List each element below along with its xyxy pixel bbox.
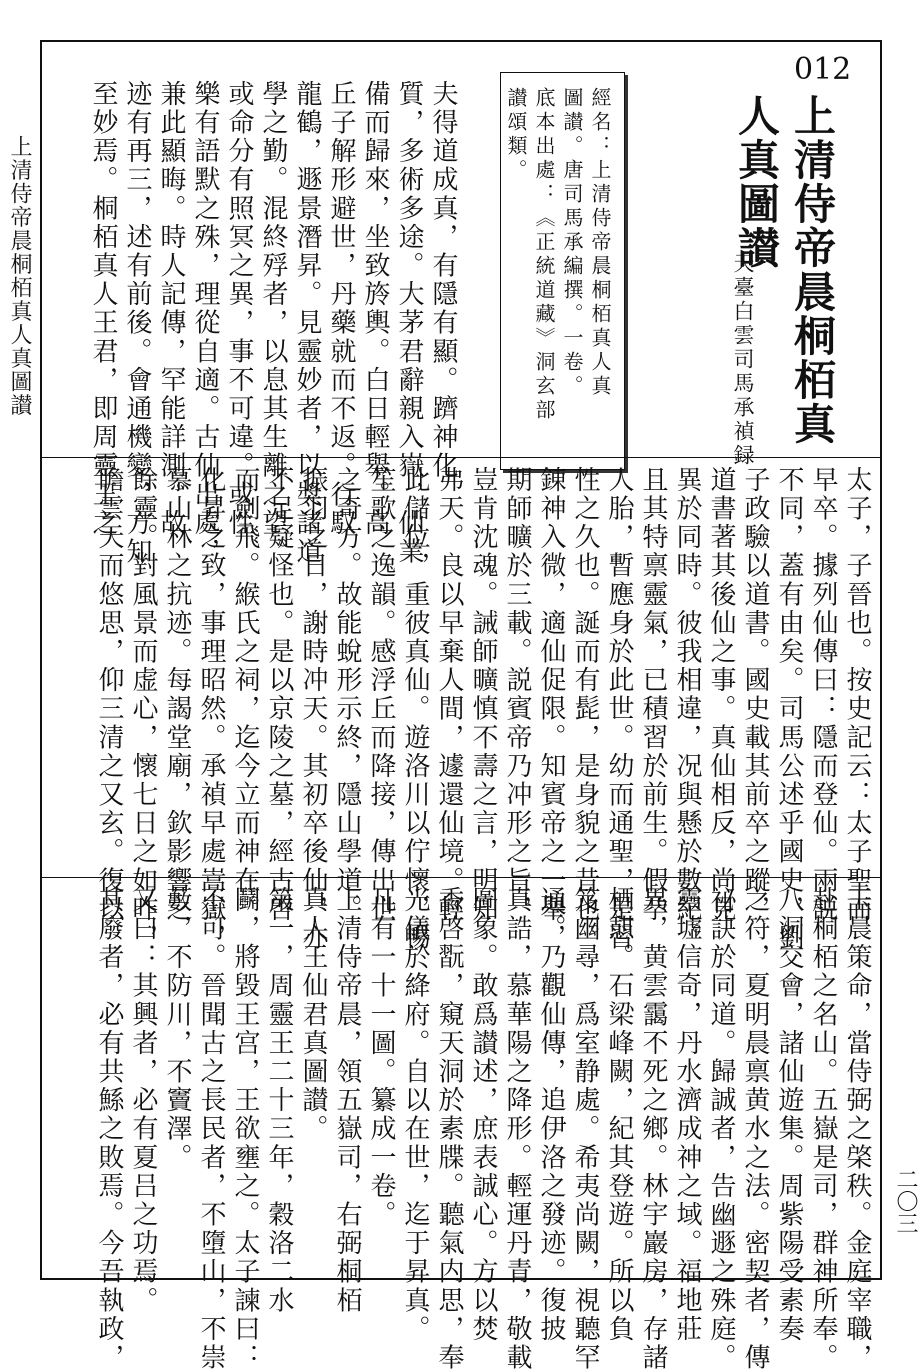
lower_body-line: 赴桐栢之名山。五嶽是司，群神所奉。 (808, 886, 838, 1372)
lower_body-line: 又曰：其興者，必有夏吕之功焉。 (128, 886, 158, 1315)
lower_body-line: 笈幽尋，爲室静處。希夷尚闕，視聽罕 (570, 886, 600, 1372)
upper_body-line: 樂有語默之殊，理從自適。古仙出處， (190, 80, 220, 567)
lower_body-line: 不可。晉聞古之長民者，不墮山，不崇 (196, 886, 226, 1372)
middle_body-line: 性之久也。誕而有髭，是身貌之昔也。 (570, 466, 600, 953)
upper_body-line: 丘子解形避世，丹藥就而不返。行馭 (326, 80, 356, 538)
middle_body-line: 瞻雲天而悠思，仰三清之又玄。復以 (94, 466, 124, 924)
middle_body-line: 笙歌之逸韻。感浮丘而降接，傳出世 (366, 466, 396, 924)
lower_body-line: 第一，周靈王二十三年，穀洛二水 (264, 886, 294, 1315)
page-number: 二〇三 (893, 1168, 918, 1234)
middle_body-line: 早卒。據列仙傳曰：隱而登仙。兩説 (808, 466, 838, 924)
title-line-2: 人真圖讃 (732, 94, 781, 270)
header-info_box-line: 底本出處：《正統道藏》洞玄部 (532, 87, 556, 423)
middle_body-line: 化昇之致，事理昭然。承禎早處嵩嶽， (196, 466, 226, 953)
middle_body-line: 不同，蓋有由矣。司馬公述乎國史，劉 (774, 466, 804, 953)
upper_body-line: 或命分有照冥之異，事不可違。或性 (224, 80, 254, 538)
middle_body-line: 慕山林之抗迹。每謁堂廟，欽影響之 (162, 466, 192, 924)
info-box (500, 72, 625, 470)
divider-1 (42, 457, 880, 458)
lower_body-line: 其廢者，必有共鯀之敗焉。今吾執政， (94, 886, 124, 1372)
lower_body-line: 圖象。敢爲讃述，庶表誠心。方以焚 (468, 886, 498, 1344)
upper_body-line: 備而歸來，坐致旍輿。白日輕舉。高 (360, 80, 390, 538)
lower_body-line: 玉晨策命，當侍弼之棨秩。金庭宰職， (842, 886, 872, 1372)
upper_body-line: 夫得道成真，有隱有顯。躋神化 (428, 80, 458, 481)
lower_body-line: 香啓翫，窺天洞於素牒。聽氣内思，奉 (434, 886, 464, 1372)
middle_body-line: 不足疑怪也。是以京陵之墓，經古啓 (264, 466, 294, 924)
header-info_box-line: 經名：上清侍帝晨桐栢真人真 (588, 87, 612, 399)
lower_body-line: 栖憇。石梁峰闕，紀其登遊。所以負 (604, 886, 634, 1344)
lower_body-line: 通。乃觀仙傳，追伊洛之發迹。復披 (536, 886, 566, 1344)
middle_body-line: 期師曠於三載。説賓帝乃冲形之旨， (502, 466, 532, 924)
middle-body-text (92, 466, 874, 953)
middle_body-line: 道書著其後仙之事。真仙相反，尚見 (706, 466, 736, 924)
lower_body-line: 靈墟信奇，丹水濟成神之域。福地莊 (672, 886, 702, 1344)
page-frame (40, 40, 882, 1372)
middle_body-line: 錬神入微，適仙促限。知賓帝之一舉， (536, 466, 566, 953)
middle_body-line: 太子，子晉也。按史記云：太子聖而 (842, 466, 872, 924)
upper_body-line: 至妙焉。桐栢真人王君，即周靈王之 (88, 80, 118, 538)
upper_body-line: 質，多術多途。大茅君辭親入嶽，仙業 (394, 80, 424, 567)
middle_body-line: 豈肯沈魂。誡師曠慎不壽之言，明知 (468, 466, 498, 924)
middle_body-line: 此儲位，重彼真仙。遊洛川以佇懷，暢 (400, 466, 430, 953)
lower_body-line: 異，黄雲靄不死之鄉。林宇巖房，存諸 (638, 886, 668, 1372)
upper_body-line: 龍鶴，遯景潛昇。見靈妙者，以奬諸道 (292, 80, 322, 567)
lower_body-line: 凡有一十一圖。纂成一卷。 (366, 886, 396, 1230)
middle_body-line: 子政驗以道書。國史載其前卒之蹤， (740, 466, 770, 924)
middle_body-line: 餘靈。對風景而虚心，懷七日之如昨， (128, 466, 158, 953)
middle_body-line: 振羽之日，謝時冲天。其初卒後仙，亦 (298, 466, 328, 953)
entry-number: 012 (794, 52, 852, 87)
title-line-1: 上清侍帝晨桐栢真 (788, 94, 837, 446)
upper_body-line: 迹有再三，述有前後。會通機變，方知 (122, 80, 152, 567)
lower_body-line: 上清侍帝晨，領五嶽司，右弼桐栢 (332, 886, 362, 1315)
divider-2 (42, 877, 880, 878)
upper_body-line: 學之勤。混終殍者，以息其生離之望。 (258, 80, 288, 567)
lower_body-line: 光儀於絳府。自以在世，迄于昇真。 (400, 886, 430, 1344)
lower-body-text (92, 886, 874, 1372)
middle_body-line: 之奇方。故能蛻形示終，隱山學道。 (332, 466, 362, 924)
middle_body-line: 人胎，暫應身於此世。幼而通聖，是習 (604, 466, 634, 953)
author-credit: 天臺白雲司馬承禎録 (731, 252, 755, 468)
lower_body-line: 真人王仙君真圖讃。 (298, 886, 328, 1144)
middle_body-line: 弗天。良以早棄人間，遽還仙境。輕 (434, 466, 464, 924)
side-title: 上清侍帝晨桐栢真人真圖讃 (7, 135, 32, 417)
middle_body-line: 且其特禀靈氣，已積習於前生。假孕 (638, 466, 668, 924)
upper_body-line: 兼此顯晦。時人記傳，罕能詳測。故 (156, 80, 186, 538)
header-info_box-line: 讃頌類。 (504, 87, 528, 183)
lower_body-line: 真誥，慕華陽之降形。輕運丹青，敬載 (502, 886, 532, 1372)
lower_body-line: 鬬，將毀王宫，王欲壅之。太子諫曰： (230, 886, 260, 1372)
header-info_box-line: 圖讃。唐司馬承編撰。一卷。 (560, 87, 584, 399)
upper-body-text (86, 80, 460, 567)
lower_body-line: 藪，不防川，不竇澤。 (162, 886, 192, 1172)
lower_body-line: 之符，夏明晨禀黄水之法。密契者，傳 (740, 886, 770, 1372)
info-box-text (502, 87, 614, 423)
middle_body-line: 異於同時。彼我相違，况與懸於數紀。 (672, 466, 702, 953)
lower_body-line: 祕訣於同道。歸誠者，告幽遯之殊庭。 (706, 886, 736, 1372)
middle_body-line: 而劍飛。緱氏之祠，迄今立而神在。 (230, 466, 260, 924)
lower_body-line: 八洞交會，諸仙遊集。周紫陽受素奏 (774, 886, 804, 1344)
